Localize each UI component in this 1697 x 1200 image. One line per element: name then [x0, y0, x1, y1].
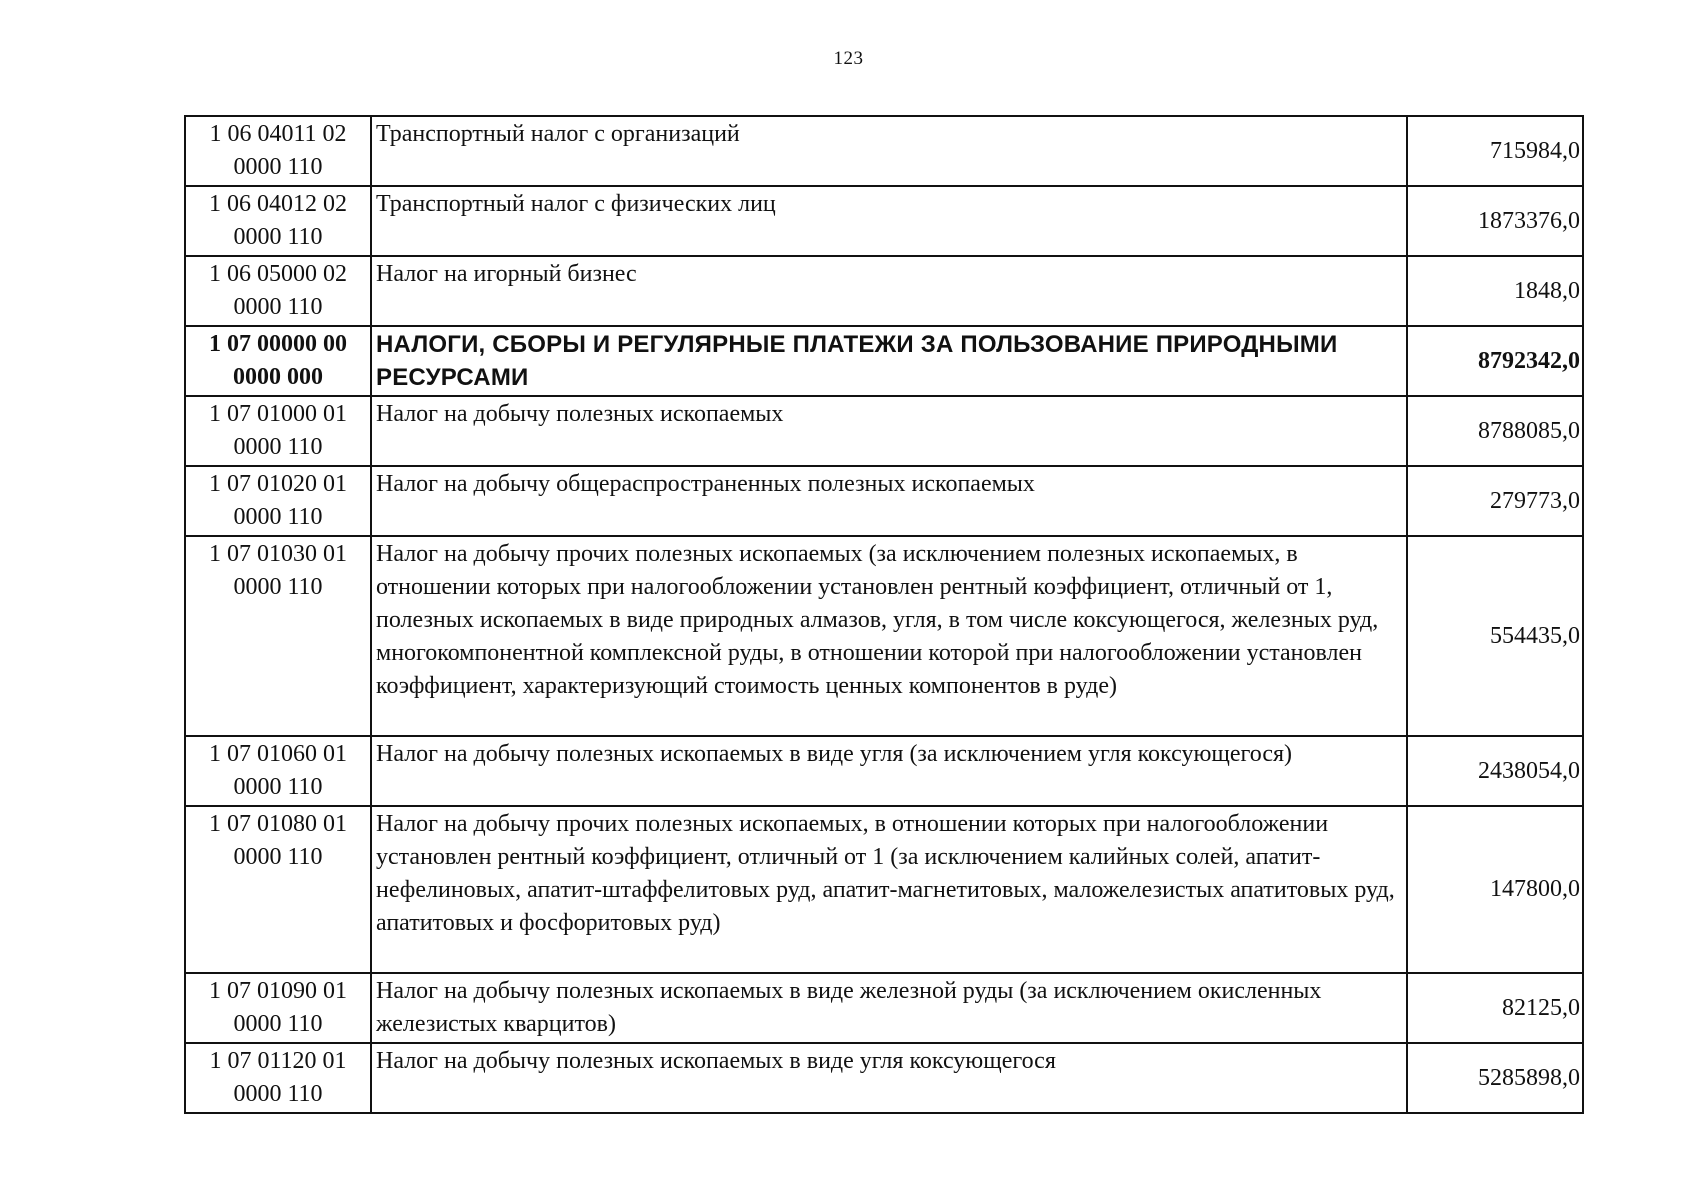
- amount-cell: 8788085,0: [1407, 396, 1583, 466]
- budget-code-part-1: 1 07 00000 00: [209, 331, 347, 357]
- budget-code-part-1: 1 06 05000 02: [209, 261, 347, 287]
- budget-code-part-2: 0000 110: [233, 1081, 323, 1107]
- table-row: [185, 256, 1583, 326]
- revenue-name-cell: Налог на добычу полезных ископаемых в виде угля коксующегося: [371, 1043, 1407, 1113]
- budget-code-part-1: 1 07 01030 01: [209, 541, 347, 567]
- revenue-name-cell: Налог на добычу полезных ископаемых в виде железной руды (за исключением окисленных железистых кварцитов): [371, 973, 1407, 1043]
- table-row: [185, 806, 1583, 973]
- amount-cell: 715984,0: [1407, 116, 1583, 186]
- amount-cell: 1848,0: [1407, 256, 1583, 326]
- budget-code-cell: [185, 466, 371, 536]
- amount-cell: 82125,0: [1407, 973, 1583, 1043]
- budget-code-cell: [185, 736, 371, 806]
- budget-code-part-2: 0000 110: [233, 774, 323, 800]
- revenue-name-cell: Налог на игорный бизнес: [371, 256, 1407, 326]
- revenue-name-cell: Налог на добычу прочих полезных ископаемых, в отношении которых при налогообложении установлен рентный коэффициент, отличный от 1 (за исключением калийных солей, апатит-нефелиновых, апатит-штаффелитовых руд, апатит-магнетитовых, маложелезистых апатитовых руд, апатитовых и фосфоритовых руд): [371, 806, 1407, 973]
- revenue-name-cell: Налог на добычу общераспространенных полезных ископаемых: [371, 466, 1407, 536]
- budget-code-part-2: 0000 110: [233, 154, 323, 180]
- budget-code-cell: [185, 806, 371, 973]
- budget-code-part-2: 0000 110: [233, 434, 323, 460]
- budget-code-cell: [185, 256, 371, 326]
- budget-code-cell: [185, 973, 371, 1043]
- budget-code-cell: [185, 116, 371, 186]
- budget-code-part-1: 1 07 01080 01: [209, 811, 347, 837]
- table-row: [185, 396, 1583, 466]
- budget-code-cell: [185, 536, 371, 736]
- budget-code-cell: [185, 186, 371, 256]
- revenue-name-cell: Налог на добычу полезных ископаемых в виде угля (за исключением угля коксующегося): [371, 736, 1407, 806]
- budget-code-part-1: 1 07 01120 01: [209, 1048, 347, 1074]
- table-row: [185, 536, 1583, 736]
- budget-code-cell: [185, 396, 371, 466]
- budget-code-part-1: 1 07 01000 01: [209, 401, 347, 427]
- table-row: [185, 973, 1583, 1043]
- budget-code-cell: [185, 326, 371, 396]
- budget-code-part-1: 1 07 01060 01: [209, 741, 347, 767]
- budget-code-part-2: 0000 110: [233, 224, 323, 250]
- budget-code-part-1: 1 07 01020 01: [209, 471, 347, 497]
- budget-code-cell: [185, 1043, 371, 1113]
- amount-cell: 147800,0: [1407, 806, 1583, 973]
- amount-cell: 554435,0: [1407, 536, 1583, 736]
- budget-code-part-2: 0000 110: [233, 1011, 323, 1037]
- table-row: [185, 736, 1583, 806]
- budget-code-part-2: 0000 110: [233, 504, 323, 530]
- table-row: [185, 186, 1583, 256]
- budget-code-part-2: 0000 110: [233, 294, 323, 320]
- revenue-name-cell: Налог на добычу прочих полезных ископаемых (за исключением полезных ископаемых, в отношении которых при налогообложении установлен рентный коэффициент, отличный от 1, полезных ископаемых в виде природных алмазов, угля, в том числе коксующегося, железных руд, многокомпонентной комплексной руды, в отношении которой при налогообложении установлен коэффициент, характеризующий стоимость ценных компонентов в руде): [371, 536, 1407, 736]
- revenue-name-cell: Транспортный налог с физических лиц: [371, 186, 1407, 256]
- budget-code-part-1: 1 06 04011 02: [209, 121, 347, 147]
- budget-code-part-2: 0000 000: [233, 364, 323, 390]
- revenue-table: [184, 115, 1584, 1114]
- amount-cell: 5285898,0: [1407, 1043, 1583, 1113]
- revenue-name-cell: НАЛОГИ, СБОРЫ И РЕГУЛЯРНЫЕ ПЛАТЕЖИ ЗА ПОЛЬЗОВАНИЕ ПРИРОДНЫМИ РЕСУРСАМИ: [371, 326, 1407, 396]
- table-row: [185, 116, 1583, 186]
- table-row: [185, 326, 1583, 396]
- revenue-name-cell: Транспортный налог с организаций: [371, 116, 1407, 186]
- table-row: [185, 1043, 1583, 1113]
- budget-code-part-1: 1 06 04012 02: [209, 191, 347, 217]
- amount-cell: 1873376,0: [1407, 186, 1583, 256]
- amount-cell: 2438054,0: [1407, 736, 1583, 806]
- amount-cell: 8792342,0: [1407, 326, 1583, 396]
- budget-code-part-1: 1 07 01090 01: [209, 978, 347, 1004]
- page-number: 123: [833, 48, 864, 69]
- budget-code-part-2: 0000 110: [233, 844, 323, 870]
- table-row: [185, 466, 1583, 536]
- amount-cell: 279773,0: [1407, 466, 1583, 536]
- budget-code-part-2: 0000 110: [233, 574, 323, 600]
- revenue-name-cell: Налог на добычу полезных ископаемых: [371, 396, 1407, 466]
